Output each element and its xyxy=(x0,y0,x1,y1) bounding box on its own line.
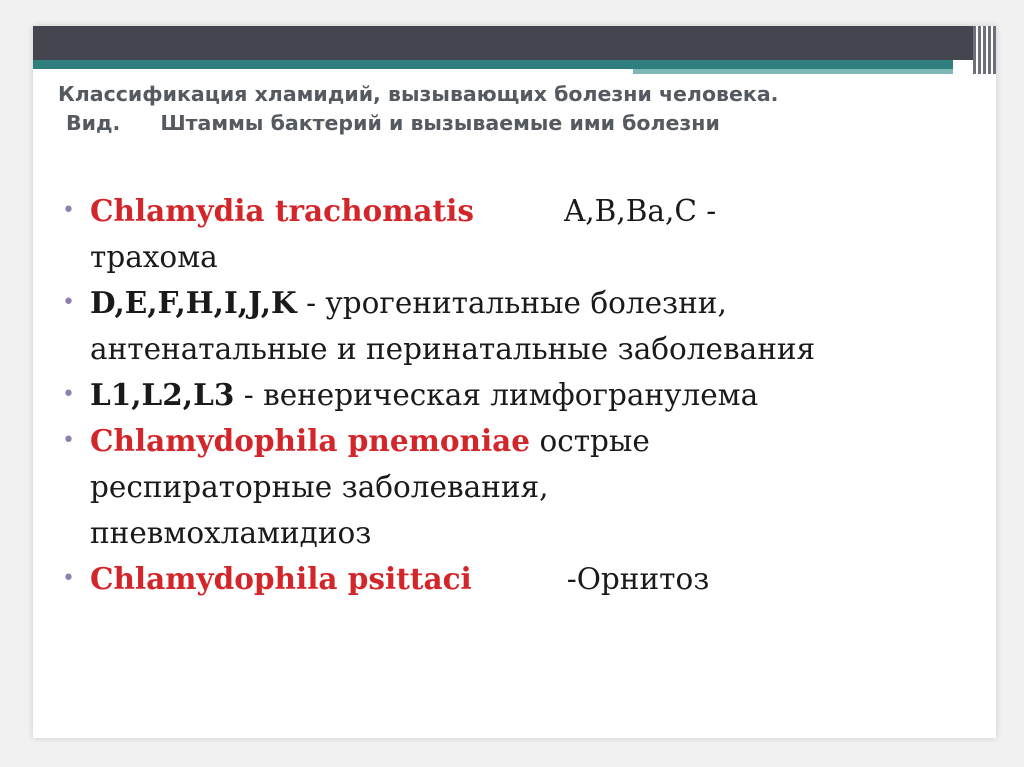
disease-detail-cont-2: пневмохламидиоз xyxy=(90,516,372,550)
title-line-1: Классификация хламидий, вызывающих болезни человека. xyxy=(58,82,779,106)
list-item-chlamydophila-pnemoniae xyxy=(60,418,930,556)
disease-detail-cont: антенатальные и перинатальные заболевания xyxy=(90,332,816,366)
strain-detail: A,B,Ba,C - xyxy=(563,194,717,228)
title-strains-label: Штаммы бактерий и вызываемые ими болезни xyxy=(160,111,720,135)
header-band-teal xyxy=(33,60,953,69)
strain-codes: L1,L2,L3 xyxy=(90,377,235,412)
list-item-strains-d-k xyxy=(60,280,930,372)
header-band-teal-light xyxy=(633,69,953,74)
disease-detail: острые xyxy=(530,424,650,458)
vertical-bar xyxy=(993,26,996,74)
list-item-chlamydia-trachomatis xyxy=(60,188,930,280)
bullet-icon: • xyxy=(62,428,75,453)
bullet-icon: • xyxy=(62,198,75,223)
header-band-dark xyxy=(33,26,973,60)
vertical-bar xyxy=(973,26,976,74)
bullet-list xyxy=(60,188,930,602)
bullet-icon: • xyxy=(62,566,75,591)
vertical-bar xyxy=(978,26,981,74)
slide-title xyxy=(58,80,938,138)
strain-codes: D,E,F,H,I,J,K xyxy=(90,285,297,320)
bullet-icon: • xyxy=(62,290,75,315)
species-name: Chlamydia trachomatis xyxy=(90,193,474,228)
vertical-bar xyxy=(983,26,986,74)
disease-detail: -Орнитоз xyxy=(566,562,710,596)
bullet-icon: • xyxy=(62,382,75,407)
vertical-bar xyxy=(988,26,991,74)
species-name: Chlamydophila pnemoniae xyxy=(90,423,531,458)
disease-detail-cont: респираторные заболевания, xyxy=(90,470,549,504)
species-name: Chlamydophila psittaci xyxy=(90,561,472,596)
header-vertical-bars xyxy=(973,26,996,74)
disease-detail: - венерическая лимфогранулема xyxy=(234,378,759,412)
disease-detail: - урогенитальные болезни, xyxy=(296,286,727,320)
list-item-strains-l xyxy=(60,372,930,418)
list-item-chlamydophila-psittaci xyxy=(60,556,930,602)
disease-detail: трахома xyxy=(90,240,218,274)
title-line-2 xyxy=(58,109,938,138)
title-species-label: Вид. xyxy=(66,111,121,135)
